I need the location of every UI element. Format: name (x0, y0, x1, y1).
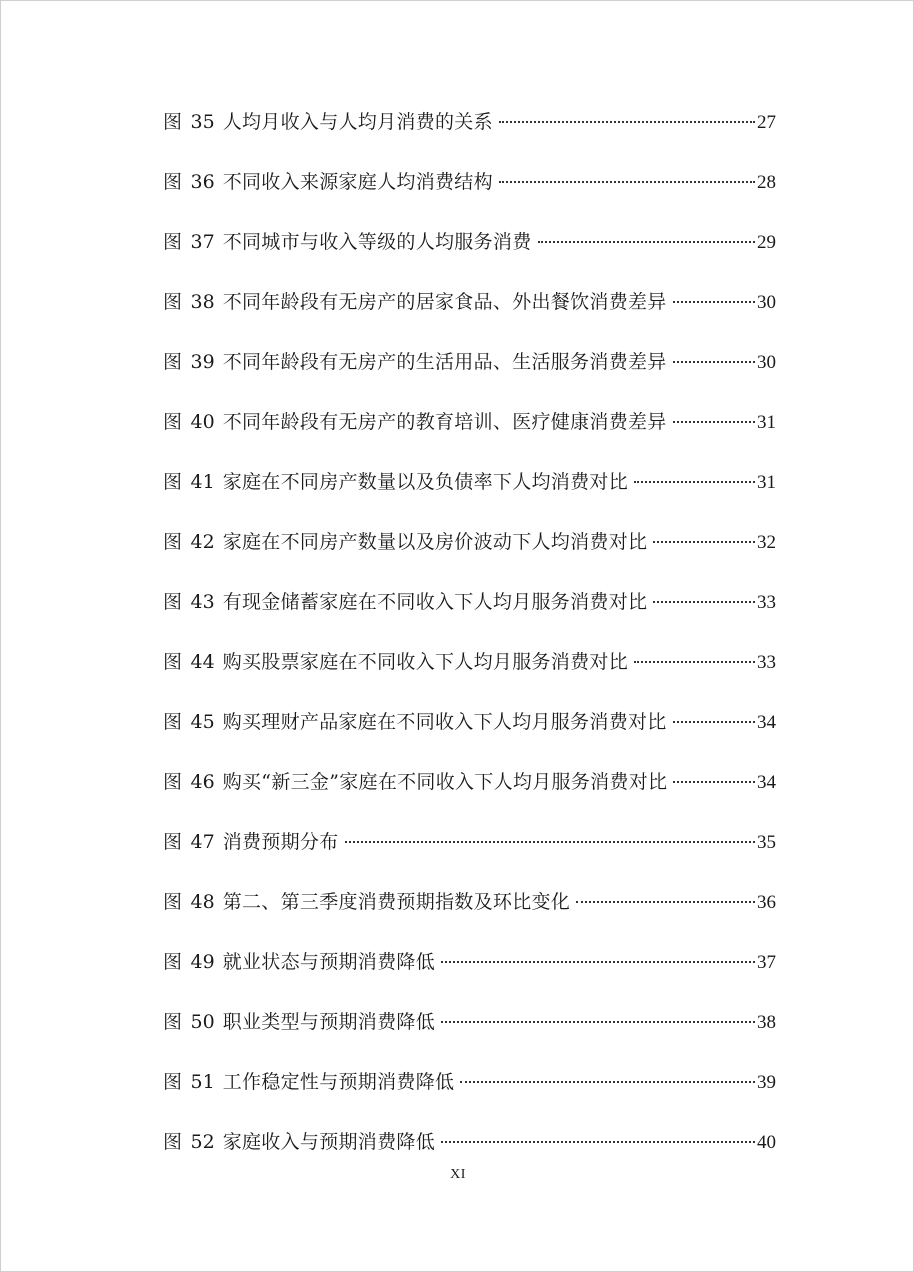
dot-leader (538, 241, 755, 243)
figure-label: 图 (163, 111, 183, 133)
figure-label: 图 (163, 1071, 183, 1093)
toc-entry[interactable] (163, 767, 776, 827)
figure-title: 家庭收入与预期消费降低 (222, 1131, 436, 1153)
page-reference: 31 (757, 472, 776, 493)
page-reference: 37 (757, 952, 776, 973)
toc-entry[interactable] (163, 287, 776, 347)
figure-title: 消费预期分布 (222, 831, 339, 853)
figure-number: 43 (190, 591, 215, 613)
figure-label: 图 (163, 711, 183, 733)
figure-label: 图 (163, 891, 183, 913)
page-reference: 28 (757, 172, 776, 193)
figure-title: 不同年龄段有无房产的教育培训、医疗健康消费差异 (222, 411, 667, 433)
figure-number: 42 (190, 531, 215, 553)
figure-title: 家庭在不同房产数量以及房价波动下人均消费对比 (222, 531, 648, 553)
figure-number: 46 (190, 771, 215, 793)
figure-title: 有现金储蓄家庭在不同收入下人均月服务消费对比 (222, 591, 648, 613)
toc-entry[interactable] (163, 347, 776, 407)
figure-number: 50 (190, 1011, 215, 1033)
figure-number: 39 (190, 351, 215, 373)
figure-number: 47 (190, 831, 215, 853)
figure-number: 52 (190, 1131, 215, 1153)
figure-label: 图 (163, 831, 183, 853)
page-reference: 27 (757, 112, 776, 133)
figure-title: 不同收入来源家庭人均消费结构 (222, 171, 493, 193)
page-reference: 32 (757, 532, 776, 553)
figure-number: 35 (190, 111, 215, 133)
figure-title: 不同年龄段有无房产的生活用品、生活服务消费差异 (222, 351, 667, 373)
dot-leader (576, 901, 755, 903)
figure-label: 图 (163, 1011, 183, 1033)
toc-entry[interactable] (163, 887, 776, 947)
page-reference: 39 (757, 1072, 776, 1093)
page-number: XI (450, 1167, 466, 1182)
toc-entry[interactable] (163, 467, 776, 527)
toc-entry[interactable] (163, 227, 776, 287)
figure-title: 就业状态与预期消费降低 (222, 951, 436, 973)
dot-leader (345, 841, 755, 843)
page-reference: 40 (757, 1132, 776, 1153)
toc-entry[interactable] (163, 167, 776, 227)
figure-title: 购买“新三金”家庭在不同收入下人均月服务消费对比 (222, 771, 668, 793)
figure-title: 职业类型与预期消费降低 (222, 1011, 436, 1033)
figure-label: 图 (163, 231, 183, 253)
dot-leader (499, 181, 755, 183)
toc-entry[interactable] (163, 947, 776, 1007)
dot-leader (460, 1081, 755, 1083)
page-reference: 34 (757, 772, 776, 793)
figure-label: 图 (163, 1131, 183, 1153)
figure-number: 44 (190, 651, 215, 673)
toc-entry[interactable] (163, 827, 776, 887)
figure-label: 图 (163, 651, 183, 673)
dot-leader (634, 661, 755, 663)
figure-number: 40 (190, 411, 215, 433)
page-reference: 34 (757, 712, 776, 733)
figure-label: 图 (163, 771, 183, 793)
toc-entry[interactable] (163, 1067, 776, 1127)
toc-entry[interactable] (163, 707, 776, 767)
figure-number: 45 (190, 711, 215, 733)
figure-number: 51 (190, 1071, 215, 1093)
figure-label: 图 (163, 411, 183, 433)
dot-leader (441, 1021, 755, 1023)
figure-number: 37 (190, 231, 215, 253)
figure-title: 购买股票家庭在不同收入下人均月服务消费对比 (222, 651, 629, 673)
figure-title: 不同年龄段有无房产的居家食品、外出餐饮消费差异 (222, 291, 667, 313)
figure-label: 图 (163, 951, 183, 973)
figure-label: 图 (163, 471, 183, 493)
figure-title: 不同城市与收入等级的人均服务消费 (222, 231, 532, 253)
figure-number: 36 (190, 171, 215, 193)
figure-label: 图 (163, 351, 183, 373)
figure-number: 38 (190, 291, 215, 313)
page-reference: 30 (757, 292, 776, 313)
dot-leader (441, 961, 755, 963)
toc-entry[interactable] (163, 1007, 776, 1067)
dot-leader (673, 301, 755, 303)
page-reference: 29 (757, 232, 776, 253)
toc-entry[interactable] (163, 407, 776, 467)
page-reference: 38 (757, 1012, 776, 1033)
figure-number: 41 (190, 471, 215, 493)
figure-number: 48 (190, 891, 215, 913)
toc-entry[interactable] (163, 107, 776, 167)
figure-label: 图 (163, 591, 183, 613)
toc-entry[interactable] (163, 587, 776, 647)
figure-label: 图 (163, 531, 183, 553)
dot-leader (673, 361, 755, 363)
figure-title: 家庭在不同房产数量以及负债率下人均消费对比 (222, 471, 629, 493)
page-reference: 33 (757, 652, 776, 673)
dot-leader (499, 121, 755, 123)
list-of-figures (163, 107, 776, 1187)
dot-leader (441, 1141, 755, 1143)
dot-leader (673, 781, 755, 783)
page-reference: 30 (757, 352, 776, 373)
figure-title: 工作稳定性与预期消费降低 (222, 1071, 455, 1093)
figure-label: 图 (163, 171, 183, 193)
figure-number: 49 (190, 951, 215, 973)
dot-leader (653, 601, 755, 603)
toc-entry[interactable] (163, 647, 776, 707)
dot-leader (673, 721, 755, 723)
figure-title: 人均月收入与人均月消费的关系 (222, 111, 493, 133)
figure-label: 图 (163, 291, 183, 313)
figure-title: 第二、第三季度消费预期指数及环比变化 (222, 891, 571, 913)
page-reference: 31 (757, 412, 776, 433)
dot-leader (673, 421, 755, 423)
toc-entry[interactable] (163, 527, 776, 587)
dot-leader (634, 481, 755, 483)
page-reference: 35 (757, 832, 776, 853)
dot-leader (653, 541, 755, 543)
figure-title: 购买理财产品家庭在不同收入下人均月服务消费对比 (222, 711, 667, 733)
page-reference: 36 (757, 892, 776, 913)
page-reference: 33 (757, 592, 776, 613)
